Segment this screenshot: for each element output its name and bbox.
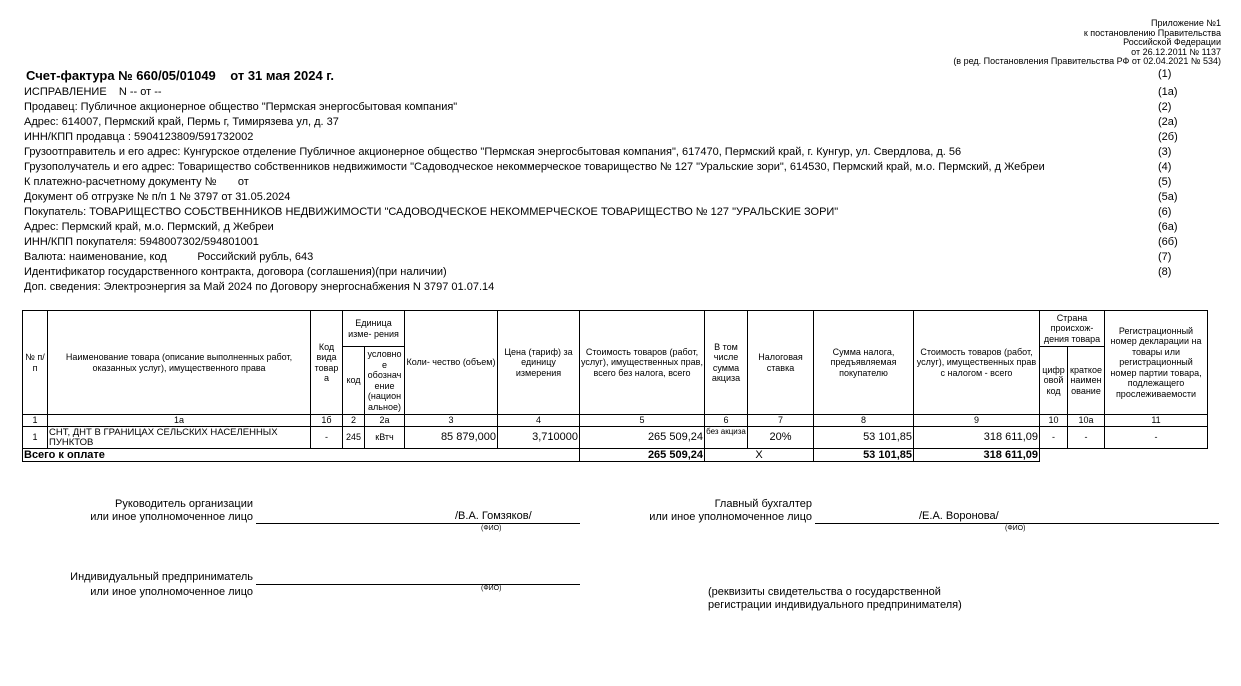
shipment-doc-line: Документ об отгрузке № п/п 1 № 3797 от 31.05.2024 — [24, 191, 291, 203]
head-signature-label — [40, 498, 253, 524]
header-name: Наименование товара (описание выполненных работ, оказанных услуг), имущественного права — [48, 311, 311, 415]
header-tax-amount: Сумма налога, предъявляемая покупателю — [814, 311, 914, 415]
header-price: Цена (тариф) за единицу измерения — [498, 311, 580, 415]
contract-id-line: Идентификатор государственного контракта, договора (соглашения)(при наличии) — [24, 266, 447, 278]
field-code: (6) — [1158, 206, 1172, 218]
invoice-title: Счет-фактура № 660/05/01049 от 31 мая 2024 г. — [26, 68, 335, 83]
header-tax-rate: Налоговая ставка — [748, 311, 814, 415]
accountant-signature-line — [815, 523, 1219, 524]
seller-address-line: Адрес: 614007, Пермский край, Пермь г, Тимирязева ул, д. 37 — [24, 116, 339, 128]
total-label: Всего к оплате — [23, 449, 580, 462]
table-row — [23, 427, 1208, 449]
payment-doc-line: К платежно-расчетному документу № от — [24, 176, 249, 188]
seller-line: Продавец: Публичное акционерное общество "Пермская энергосбытовая компания" — [24, 101, 458, 113]
head-name: /В.А. Гомзяков/ — [455, 510, 532, 522]
field-code: (5) — [1158, 176, 1172, 188]
shipper-line: Грузоотправитель и его адрес: Кунгурское отделение Публичное акционерное общество "Пермская энергосбытовая компания", 617470, Пермский край, г. Кунгур, ул. Свердлова, д. 56 — [24, 146, 962, 158]
total-row — [23, 449, 1208, 462]
field-code: (5а) — [1158, 191, 1178, 203]
column-number: 2 — [343, 415, 365, 427]
row-country-code: - — [1040, 427, 1068, 449]
header-country-code: цифр овой код — [1040, 347, 1068, 415]
total-excise: X — [705, 449, 814, 462]
entrepreneur-label-line1: Индивидуальный предприниматель — [70, 571, 253, 583]
consignee-line: Грузополучатель и его адрес: Товарищество собственников недвижимости "Садоводческое некоммерческое товарищество № 127 "Уральские зори", 614530, Пермский край, м.о. Пермский, д Жебреи — [24, 161, 1045, 173]
total-with-tax: 318 611,09 — [914, 449, 1040, 462]
column-number: 11 — [1105, 415, 1208, 427]
row-unit-code: 245 — [343, 427, 365, 449]
column-number: 5 — [580, 415, 705, 427]
head-label-line1: Руководитель организации — [114, 498, 253, 510]
reference-line: (в ред. Постановления Правительства РФ от 02.04.2021 № 534) — [953, 56, 1221, 66]
row-tax-rate: 20% — [748, 427, 814, 449]
field-code: (4) — [1158, 161, 1172, 173]
column-number: 8 — [814, 415, 914, 427]
column-number: 3 — [405, 415, 498, 427]
buyer-inn-line: ИНН/КПП покупателя: 5948007302/594801001 — [24, 236, 259, 248]
header-unit-symbol: условно е обознач ение (национ альное) — [365, 347, 405, 415]
seller-inn-line: ИНН/КПП продавца : 5904123809/591732002 — [24, 131, 254, 143]
field-code: (2) — [1158, 101, 1172, 113]
column-number: 9 — [914, 415, 1040, 427]
header-unit-code: код — [343, 347, 365, 415]
column-number: 7 — [748, 415, 814, 427]
entrepreneur-signature-label — [20, 571, 253, 599]
head-signature-line — [256, 523, 580, 524]
column-number: 6 — [705, 415, 748, 427]
correction-line: ИСПРАВЛЕНИЕ N -- от -- — [24, 86, 162, 98]
field-code: (7) — [1158, 251, 1172, 263]
header-country: Страна происхож- дения товара — [1040, 311, 1105, 347]
reference-line: от 26.12.2011 № 1137 — [1131, 46, 1221, 57]
field-code: (2а) — [1158, 116, 1178, 128]
buyer-line: Покупатель: ТОВАРИЩЕСТВО СОБСТВЕННИКОВ НЕДВИЖИМОСТИ "САДОВОДЧЕСКОЕ НЕКОММЕРЧЕСКОЕ ТОВАРИЩЕСТВО № 127 "УРАЛЬСКИЕ ЗОРИ" — [24, 206, 839, 218]
header-country-short: краткое наимен ование — [1068, 347, 1105, 415]
row-quantity: 85 879,000 — [405, 427, 498, 449]
row-kind-code: - — [311, 427, 343, 449]
reference-line: Российской Федерации — [1123, 37, 1221, 47]
accountant-signature-label — [600, 498, 812, 524]
row-num: 1 — [23, 427, 48, 449]
row-cost: 265 509,24 — [580, 427, 705, 449]
field-code: (1а) — [1158, 86, 1178, 98]
header-excise: В том числе сумма акциза — [705, 311, 748, 415]
row-name: СНТ, ДНТ В ГРАНИЦАХ СЕЛЬСКИХ НАСЕЛЕННЫХ ПУНКТОВ — [48, 427, 311, 449]
row-tax-amount: 53 101,85 — [814, 427, 914, 449]
buyer-address-line: Адрес: Пермский край, м.о. Пермский, д Жебреи — [24, 221, 274, 233]
row-declaration: - — [1105, 427, 1208, 449]
header-unit: Единица изме- рения — [343, 311, 405, 347]
field-code: (6а) — [1158, 221, 1178, 233]
header-num: № п/п — [23, 311, 48, 415]
entrepreneur-signature-line — [256, 584, 580, 585]
requisites-line2: регистрации индивидуального предпринимателя) — [708, 599, 962, 611]
column-number: 10 — [1040, 415, 1068, 427]
currency-line: Валюта: наименование, код Российский рубль, 643 — [24, 251, 314, 263]
header-kind-code: Код вида товар а — [311, 311, 343, 415]
invoice-table — [22, 310, 1208, 462]
total-cost: 265 509,24 — [580, 449, 705, 462]
additional-info-line: Доп. сведения: Электроэнергия за Май 2024 по Договору энергоснабжения N 3797 01.07.14 — [24, 281, 495, 293]
total-tax-amount: 53 101,85 — [814, 449, 914, 462]
accountant-name: /Е.А. Воронова/ — [919, 510, 999, 522]
fio-caption: (ФИО) — [481, 525, 502, 532]
entrepreneur-requisites — [708, 586, 962, 612]
field-code: (6б) — [1158, 236, 1178, 248]
entrepreneur-label-line2: или иное уполномоченное лицо — [90, 586, 253, 598]
row-total: 318 611,09 — [914, 427, 1040, 449]
column-number-row — [23, 415, 1208, 427]
field-code: (1) — [1158, 68, 1172, 80]
reference-line: к постановлению Правительства — [1083, 27, 1221, 38]
head-label-line2: или иное уполномоченное лицо — [90, 511, 253, 523]
column-number: 1 — [23, 415, 48, 427]
header-total: Стоимость товаров (работ, услуг), имущественных прав с налогом - всего — [914, 311, 1040, 415]
column-number: 2а — [365, 415, 405, 427]
header-cost: Стоимость товаров (работ, услуг), имущественных прав, всего без налога, всего — [580, 311, 705, 415]
header-quantity: Коли- чество (объем) — [405, 311, 498, 415]
row-price: 3,710000 — [498, 427, 580, 449]
field-code: (3) — [1158, 146, 1172, 158]
reference-line: Приложение №1 — [1151, 18, 1221, 28]
column-number: 4 — [498, 415, 580, 427]
column-number: 10а — [1068, 415, 1105, 427]
row-unit-symbol: кВтч — [365, 427, 405, 449]
row-excise: без акциза — [705, 427, 748, 449]
row-country-short: - — [1068, 427, 1105, 449]
accountant-label-line1: Главный бухгалтер — [714, 498, 812, 510]
field-code: (8) — [1158, 266, 1172, 278]
regulation-reference — [953, 19, 1221, 67]
fio-caption: (ФИО) — [481, 585, 502, 592]
column-number: 1а — [48, 415, 311, 427]
header-declaration: Регистрационный номер декларации на товары или регистрационный номер партии товара, подлежащего прослеживаемости — [1105, 311, 1208, 415]
field-code: (2б) — [1158, 131, 1178, 143]
accountant-label-line2: или иное уполномоченное лицо — [649, 511, 812, 523]
requisites-line1: (реквизиты свидетельства о государственной — [708, 586, 941, 598]
fio-caption: (ФИО) — [1005, 525, 1026, 532]
total-empty-cell — [1040, 449, 1208, 462]
column-number: 1б — [311, 415, 343, 427]
